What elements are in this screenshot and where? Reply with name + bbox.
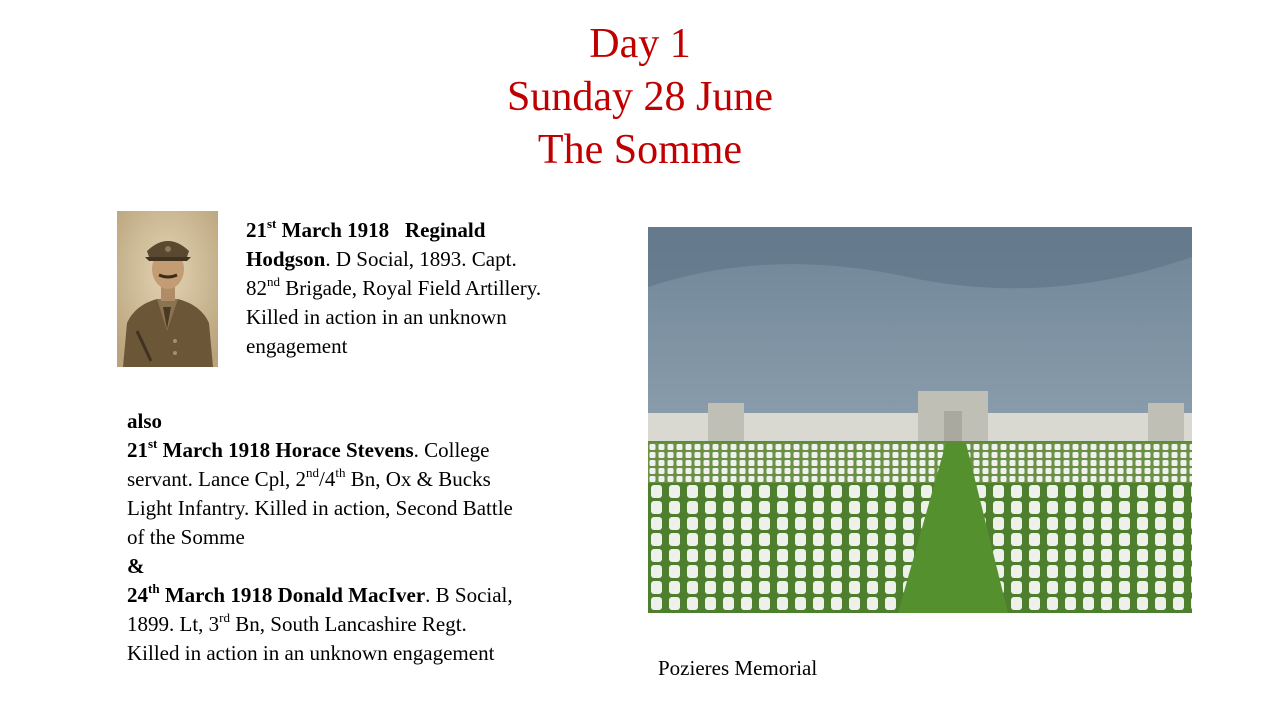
memorial-photo — [648, 227, 1192, 613]
entry-hodgson-line3 — [246, 274, 616, 303]
entry-hodgson-line2 — [246, 245, 616, 274]
entry-others — [127, 407, 607, 668]
title-line-date: Sunday 28 June — [507, 74, 773, 120]
date-day: 21 — [246, 218, 267, 242]
photo-caption: Pozieres Memorial — [658, 656, 818, 680]
entry-detail: Bn, South Lancashire Regt. — [230, 612, 467, 636]
date-day: 21 — [127, 438, 148, 462]
date-suffix: st — [148, 436, 158, 451]
ordinal-suffix: th — [335, 465, 346, 480]
brigade-number: 82 — [246, 276, 267, 300]
slide-title — [0, 18, 1280, 177]
entry-detail: . D Social, 1893. Capt. — [325, 247, 517, 271]
also-label — [127, 407, 607, 436]
entry-maciver-line2 — [127, 610, 607, 639]
entry-hodgson-line1 — [246, 216, 616, 245]
ampersand-text: & — [127, 554, 145, 578]
entry-stevens-line3: Light Infantry. Killed in action, Second Battle — [127, 496, 513, 520]
date-month-year: March 1918 — [276, 218, 390, 242]
date-day: 24 — [127, 583, 148, 607]
brigade-suffix: nd — [267, 274, 280, 289]
entry-detail: . B Social, — [425, 583, 513, 607]
entry-stevens-line2 — [127, 465, 607, 494]
title-line-place: The Somme — [537, 127, 743, 173]
entry-detail: Bn, Ox & Bucks — [345, 467, 491, 491]
date-suffix: st — [267, 216, 277, 231]
date-and-name: March 1918 Donald MacIver — [159, 583, 426, 607]
title-line-day: Day 1 — [589, 21, 691, 67]
name-last: Hodgson — [246, 247, 326, 271]
entry-maciver-line3: Killed in action in an unknown engagement — [127, 641, 495, 665]
date-and-name: March 1918 Horace Stevens — [157, 438, 414, 462]
entry-detail: servant. Lance Cpl, 2 — [127, 467, 307, 491]
entry-detail: /4 — [319, 467, 336, 491]
entry-detail: 1899. Lt, 3 — [127, 612, 220, 636]
ordinal-suffix: rd — [219, 610, 231, 625]
ordinal-suffix: nd — [306, 465, 320, 480]
also-text: also — [127, 409, 163, 433]
entry-hodgson-line4: Killed in action in an unknown — [246, 305, 507, 329]
entry-detail: . College — [413, 438, 490, 462]
portrait-photo — [117, 211, 218, 367]
entry-stevens-line1 — [127, 436, 607, 465]
date-suffix: th — [148, 581, 160, 596]
entry-stevens-line4: of the Somme — [127, 525, 245, 549]
entry-hodgson — [246, 216, 616, 361]
brigade-name: Brigade, Royal Field Artillery. — [280, 276, 542, 300]
entry-hodgson-line5: engagement — [246, 334, 348, 358]
ampersand — [127, 552, 607, 581]
name-first: Reginald — [404, 218, 486, 242]
entry-maciver-line1 — [127, 581, 607, 610]
